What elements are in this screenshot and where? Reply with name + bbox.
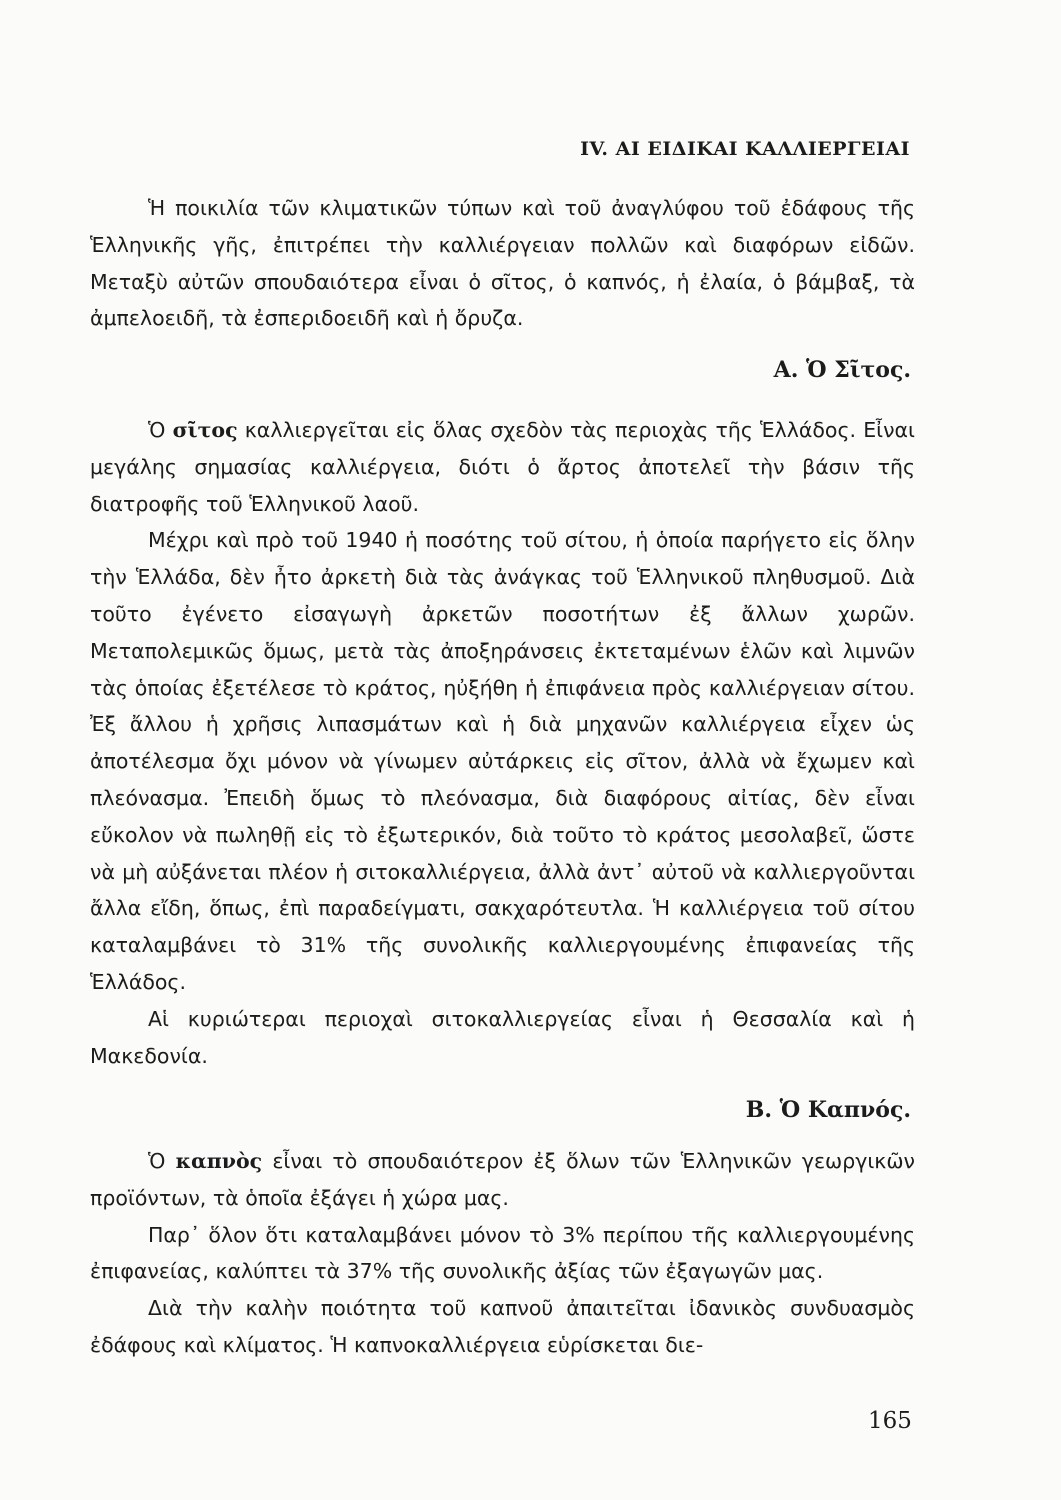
intro-paragraph: Ἡ ποικιλία τῶν κλιματικῶν τύπων καὶ τοῦ ἀναγλύφου τοῦ ἐδάφους τῆς Ἑλληνικῆς γῆς, ἐπιτρέπει τὴν καλλιέργειαν πολλῶν καὶ διαφόρων εἰδῶν. Μεταξὺ αὐτῶν σπουδαιότερα εἶναι ὁ σῖτος, ὁ καπνός, ἡ ἐλαία, ὁ βάμβαξ, τὰ ἀμπελοειδῆ, τὰ ἐσπεριδοειδῆ καὶ ἡ ὄρυζα. (90, 196, 915, 331)
intro-section (90, 190, 915, 337)
tobacco-paragraph-2: Παρ᾽ ὅλον ὅτι καταλαμβάνει μόνον τὸ 3% περίπου τῆς καλλιεργουμένης ἐπιφανείας, καλύπτει τὰ 37% τῆς συνολικῆς ἀξίας τῶν ἐξαγωγῶν μας. (90, 1222, 915, 1284)
tobacco-paragraph-3: Διὰ τὴν καλὴν ποιότητα τοῦ καπνοῦ ἀπαιτεῖται ἰδανικὸς συνδυασμὸς ἐδάφους καὶ κλίματος. Ἡ καπνοκαλλιέργεια εὑρίσκεται διε- (90, 1296, 915, 1357)
page-number: 165 (868, 1408, 912, 1434)
tobacco-paragraph-1 (90, 1143, 915, 1217)
tobacco-section (90, 1143, 915, 1364)
wheat-paragraph-2: Μέχρι καὶ πρὸ τοῦ 1940 ἡ ποσότης τοῦ σίτου, ἡ ὁποία παρήγετο εἰς ὅλην τὴν Ἑλλάδα, δὲν ἦτο ἀρκετὴ διὰ τὰς ἀνάγκας τοῦ Ἑλληνικοῦ πληθυσμοῦ. Διὰ τοῦτο ἐγένετο εἰσαγωγὴ ἀρκετῶν ποσοτήτων ἐξ ἄλλων χωρῶν. Μεταπολεμικῶς ὅμως, μετὰ τὰς ἀποξηράνσεις ἐκτεταμένων ἑλῶν καὶ λιμνῶν τὰς ὁποίας ἐξετέλεσε τὸ κράτος, ηὐξήθη ἡ ἐπιφάνεια πρὸς καλλιέργειαν σίτου. Ἐξ ἄλλου ἡ χρῆσις λιπασμάτων καὶ ἡ διὰ μηχανῶν καλλιέργεια εἶχεν ὡς ἀποτέλεσμα ὄχι μόνον νὰ γίνωμεν αὐτάρκεις εἰς σῖτον, ἀλλὰ νὰ ἔχωμεν καὶ πλεόνασμα. Ἐπειδὴ ὅμως τὸ πλεόνασμα, διὰ διαφόρους αἰτίας, δὲν εἶναι εὔκολον νὰ πωληθῇ εἰς τὸ ἐξωτερικόν, διὰ τοῦτο τὸ κράτος μεσολαβεῖ, ὥστε νὰ μὴ αὐξάνεται πλέον ἡ σιτοκαλλιέργεια, ἀλλὰ ἀντ᾽ αὐτοῦ νὰ καλλιεργοῦνται ἄλλα εἴδη, ὅπως, ἐπὶ παραδείγματι, σακχαρότευτλα. Ἡ καλλιέργεια τοῦ σίτου καταλαμβάνει τὸ 31% τῆς συνολικῆς καλλιεργουμένης ἐπιφανείας τῆς Ἑλλάδος. (90, 528, 915, 994)
tobacco-p1-rest: εἶναι τὸ σπουδαιότερον ἐξ ὅλων τῶν Ἑλληνικῶν γεωργικῶν προϊόντων, τὰ ὁποῖα ἐξάγει ἡ χώρα μας. (90, 1149, 916, 1210)
wheat-term: σῖτος (172, 418, 238, 442)
chapter-heading: IV. ΑΙ ΕΙΔΙΚΑΙ ΚΑΛΛΙΕΡΓΕΙΑΙ (580, 138, 910, 160)
section-heading-tobacco: Β. Ὁ Καπνός. (745, 1097, 911, 1123)
wheat-section (90, 412, 915, 1074)
tobacco-term: καπνὸς (175, 1149, 263, 1173)
section-heading-wheat: Α. Ὁ Σῖτος. (773, 357, 911, 383)
wheat-p1-rest: καλλιεργεῖται εἰς ὅλας σχεδὸν τὰς περιοχὰς τῆς Ἑλλάδος. Εἶναι μεγάλης σημασίας καλλιέργεια, διότι ὁ ἄρτος ἀποτελεῖ τὴν βάσιν τῆς διατροφῆς τοῦ Ἑλληνικοῦ λαοῦ. (90, 418, 915, 516)
wheat-paragraph-3: Αἱ κυριώτεραι περιοχαὶ σιτοκαλλιεργείας εἶναι ἡ Θεσσαλία καὶ ἡ Μακεδονία. (90, 1006, 915, 1068)
wheat-p1-start: Ὁ (148, 418, 173, 442)
tobacco-p1-start: Ὁ (148, 1149, 176, 1173)
wheat-paragraph-1 (90, 412, 915, 522)
